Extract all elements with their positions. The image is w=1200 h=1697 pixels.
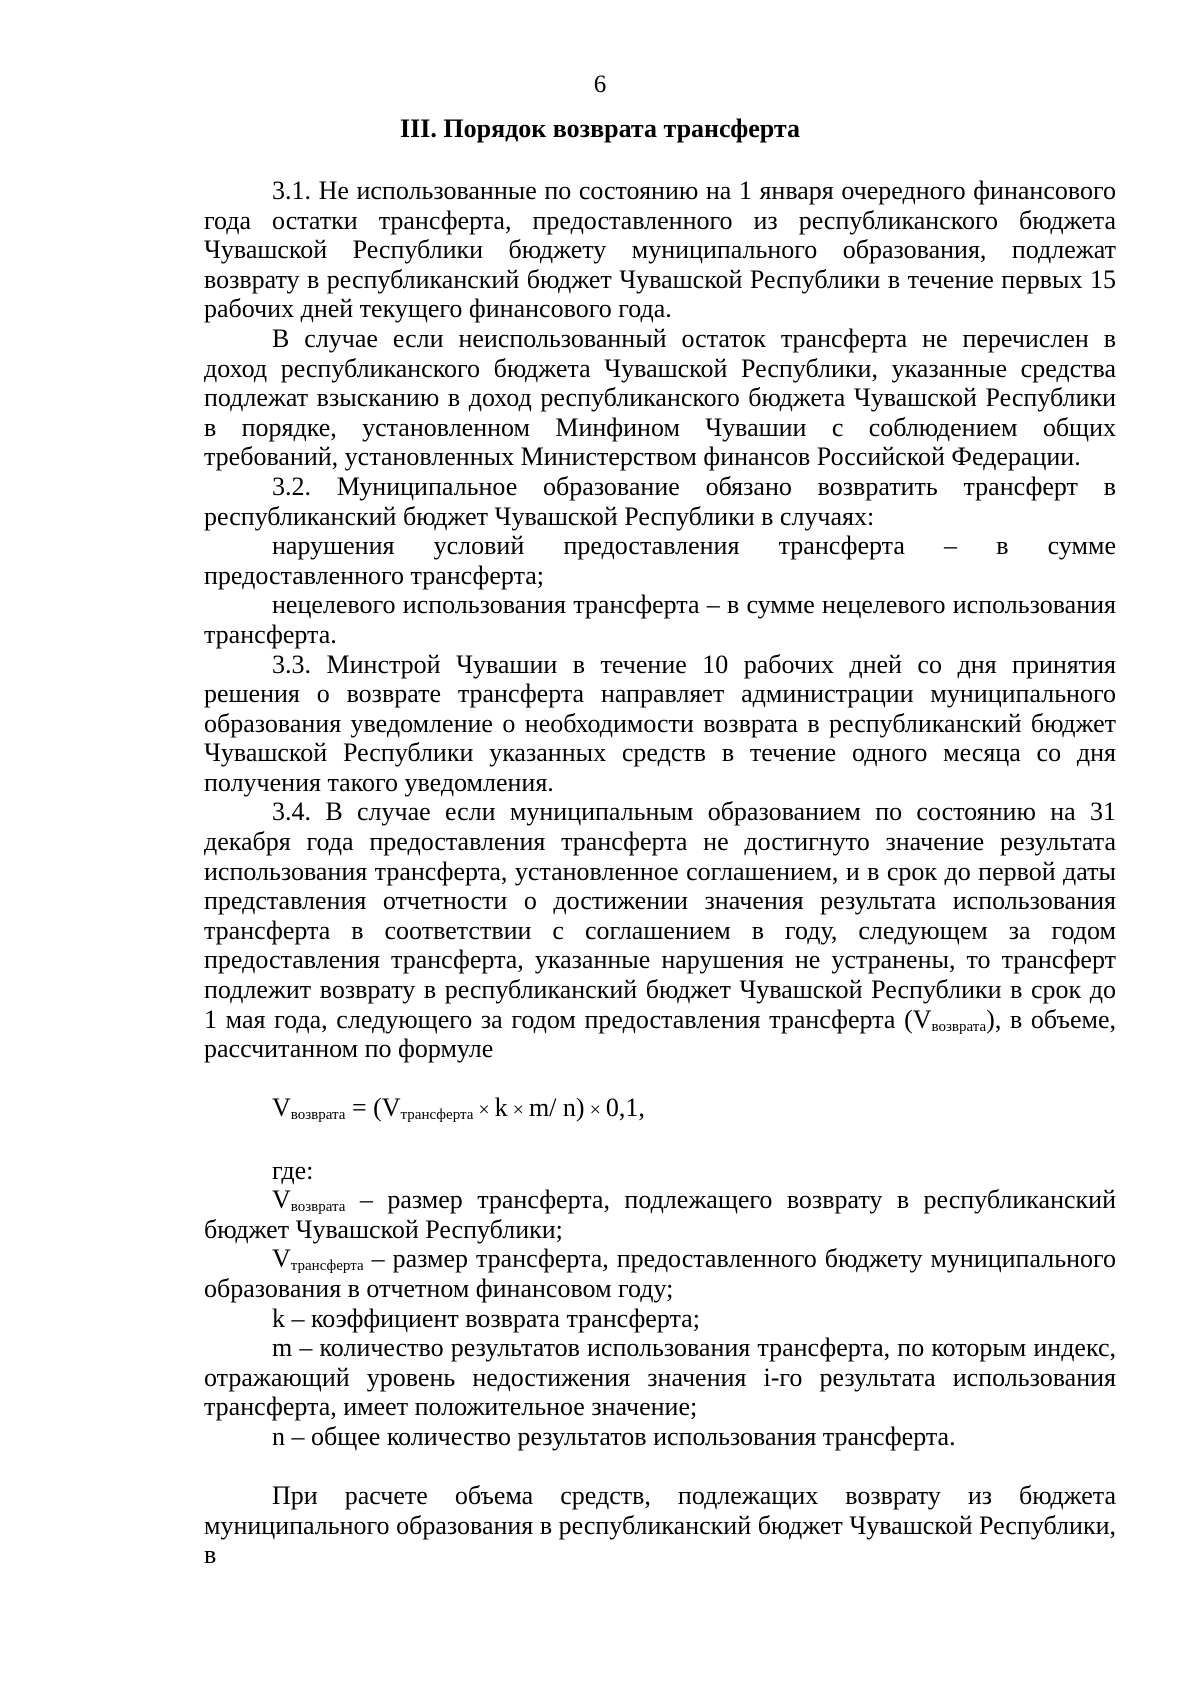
def-v-transfer-text: – размер трансферта, предоставленного бюджету муниципального образования в отчетном финансовом году;: [204, 1244, 1116, 1303]
paragraph-3-1: 3.1. Не использованные по состоянию на 1 января очередного финансового года остатки трансферта, предоставленного из республиканского бюджета Чувашской Республики бюджету муниципального образования, подлежат возврату в республиканский бюджет Чувашской Республики в течение первых 15 рабочих дней текущего финансового года.: [204, 176, 1116, 324]
formula-sub-transfer: трансферта: [400, 1107, 474, 1124]
formula-m-n: m/ n): [528, 1093, 585, 1123]
paragraph-3-3: 3.3. Минстрой Чувашии в течение 10 рабочих дней со дня принятия решения о возврате трансферта направляет администрации муниципального образования уведомление о необходимости возврата в республиканский бюджет Чувашской Республики указанных средств в течение одного месяца со дня получения такого уведомления.: [204, 649, 1116, 797]
formula-times-3: ×: [584, 1099, 606, 1122]
def-v-transfer-symbol: V: [272, 1244, 291, 1274]
paragraph-3-4: [204, 797, 1116, 1063]
def-v-return-text: – размер трансферта, подлежащего возврату в республиканский бюджет Чувашской Республики;: [204, 1185, 1116, 1244]
formula-sub-return: возврата: [290, 1107, 346, 1124]
paragraph-violation-conditions: нарушения условий предоставления трансферта – в сумме предоставленного трансферта;: [204, 531, 1116, 590]
page-number: 6: [593, 71, 607, 98]
formula-open: = (V: [345, 1093, 401, 1123]
paragraph-3-4-text: 3.4. В случае если муниципальным образованием по состоянию на 31 декабря года предоставления трансферта не достигнуто значение результата использования трансферта, установленное соглашением, и в срок до первой даты представления отчетности о достижении значения результата использования трансферта в соответствии с соглашением в году, следующем за годом предоставления трансферта, указанные нарушения не устранены, то трансферт подлежит возврату в республиканский бюджет Чувашской Республики в срок до 1 мая года, следующего за годом предоставления трансферта (V: [204, 797, 1116, 1034]
def-v-return-symbol: V: [272, 1185, 291, 1215]
def-v-transfer-sub: трансферта: [290, 1258, 364, 1275]
definition-m: m – количество результатов использования трансферта, по которым индекс, отражающий уровень недостижения значения i-го результата использования трансферта, имеет положительное значение;: [204, 1333, 1116, 1422]
formula-times-2: ×: [507, 1099, 529, 1122]
paragraph-calculation: При расчете объема средств, подлежащих возврату из бюджета муниципального образования в республиканский бюджет Чувашской Республики, в: [204, 1481, 1116, 1570]
definition-v-transfer: [204, 1244, 1116, 1303]
formula-times-1: ×: [473, 1099, 495, 1122]
def-v-return-sub: возврата: [290, 1199, 346, 1216]
subscript-return: возврата: [931, 1018, 987, 1035]
definition-n: n – общее количество результатов использования трансферта.: [272, 1421, 956, 1451]
paragraph-unused-balance: В случае если неиспользованный остаток трансферта не перечислен в доход республиканского бюджета Чувашской Республики, указанные средства подлежат взысканию в доход республиканского бюджета Чувашской Республики в порядке, установленном Минфином Чувашии с соблюдением общих требований, установленных Министерством финансов Российской Федерации.: [204, 323, 1116, 472]
paragraph-3-2: 3.2. Муниципальное образование обязано возвратить трансферт в республиканский бюджет Чувашской Республики в случаях:: [204, 471, 1116, 531]
document-body: [204, 176, 1116, 1570]
return-formula: [204, 1093, 1116, 1126]
definitions-where: где:: [272, 1155, 314, 1185]
formula-v: V: [272, 1093, 291, 1123]
formula-tail: 0,1,: [605, 1093, 645, 1123]
definition-k: k – коэффициент возврата трансферта;: [272, 1303, 700, 1333]
paragraph-misuse: нецелевого использования трансферта – в сумме нецелевого использования трансферта.: [204, 590, 1116, 649]
section-title: III. Порядок возврата трансферта: [400, 114, 800, 143]
paragraph-3-4-tail: ), в объеме, рассчитанном по формуле: [204, 1004, 1116, 1064]
definition-v-return: [204, 1185, 1116, 1244]
formula-k: k: [494, 1093, 508, 1123]
